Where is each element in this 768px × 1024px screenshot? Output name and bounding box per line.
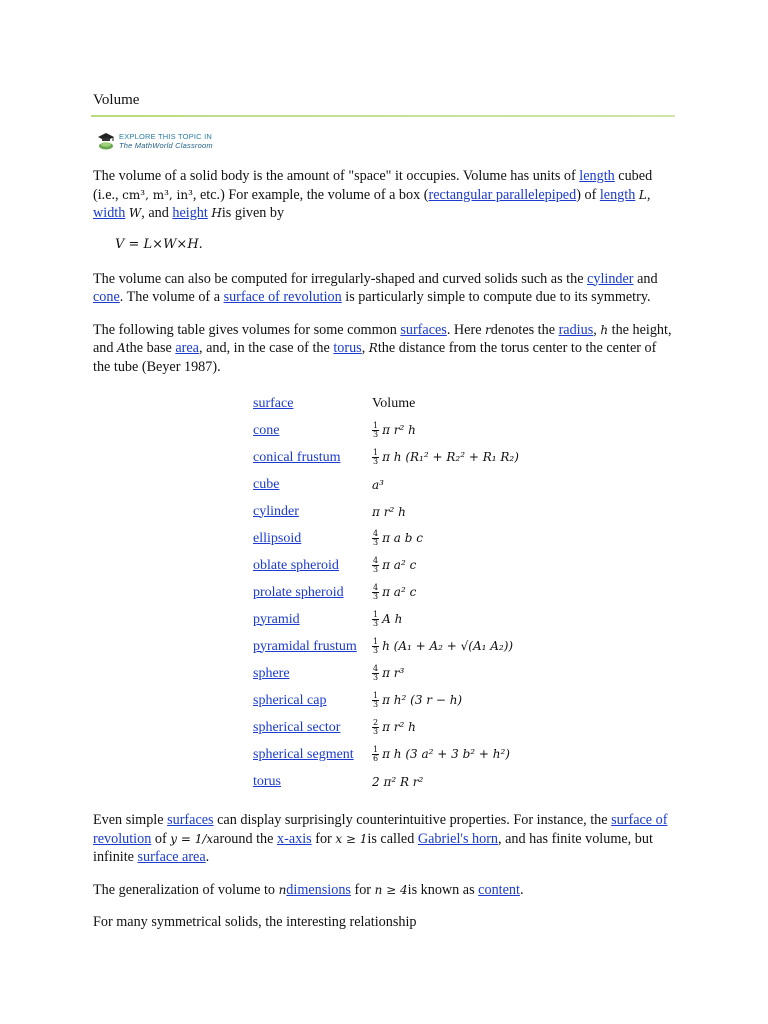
table-header-row bbox=[253, 390, 519, 417]
volume-formula-cell bbox=[372, 525, 519, 552]
volume-formula-cell bbox=[372, 417, 519, 444]
fraction bbox=[372, 557, 379, 574]
volume-table bbox=[253, 390, 519, 795]
text: of bbox=[151, 830, 171, 847]
link-surface-ellipsoid[interactable]: ellipsoid bbox=[253, 530, 302, 546]
volume-formula-cell bbox=[372, 741, 519, 768]
denominator: 3 bbox=[373, 565, 379, 574]
link-surface-torus[interactable]: torus bbox=[253, 773, 281, 789]
table-row bbox=[253, 417, 519, 444]
link-gabriels-horn[interactable]: Gabriel's horn bbox=[417, 830, 499, 847]
text: for bbox=[311, 830, 336, 847]
var-H: H bbox=[211, 206, 222, 220]
denominator: 3 bbox=[373, 592, 379, 601]
text: The volume of a solid body is the amount of "space" it occupies. Volume has units of bbox=[93, 168, 580, 184]
link-surface-spherical-segment[interactable]: spherical segment bbox=[253, 746, 354, 762]
volume-header: Volume bbox=[372, 395, 416, 411]
link-surface-prolate-spheroid[interactable]: prolate spheroid bbox=[253, 584, 344, 600]
fraction bbox=[372, 584, 379, 601]
var-A: A bbox=[117, 341, 126, 355]
text: around the bbox=[213, 830, 277, 847]
text: is called bbox=[367, 830, 418, 847]
text: denotes the bbox=[490, 321, 559, 338]
numerator: 1 bbox=[373, 421, 379, 430]
fraction bbox=[372, 746, 379, 763]
numerator: 2 bbox=[373, 718, 379, 727]
volume-formula-cell bbox=[372, 768, 519, 795]
link-dimensions[interactable]: dimensions bbox=[286, 881, 351, 898]
table-row bbox=[253, 606, 519, 633]
table-row bbox=[253, 498, 519, 525]
link-area[interactable]: area bbox=[175, 340, 199, 356]
text: , and has finite volume, but infinite bbox=[93, 830, 653, 865]
numerator: 4 bbox=[373, 529, 379, 538]
page-title: Volume bbox=[93, 92, 140, 108]
volume-formula-cell bbox=[372, 552, 519, 579]
denominator: 3 bbox=[373, 457, 379, 466]
var-L: L bbox=[638, 187, 647, 202]
volume-expression: a³ bbox=[372, 477, 384, 492]
link-torus[interactable]: torus bbox=[333, 340, 362, 356]
volume-expression: π h (R₁² + R₂² + R₁ R₂) bbox=[382, 450, 519, 464]
volume-expression: π r² h bbox=[382, 720, 416, 734]
text: The volume can also be computed for irregularly-shaped and curved solids such as the bbox=[93, 270, 588, 287]
paragraph-irregular bbox=[93, 270, 673, 307]
fraction bbox=[372, 422, 379, 439]
text: the base bbox=[125, 340, 176, 356]
numerator: 1 bbox=[373, 610, 379, 619]
volume-formula-cell bbox=[372, 444, 519, 471]
link-cylinder[interactable]: cylinder bbox=[587, 270, 634, 287]
text: , and, in the case of the bbox=[198, 340, 334, 356]
denominator: 3 bbox=[373, 700, 379, 709]
link-content[interactable]: content bbox=[478, 881, 520, 898]
link-surface-sphere[interactable]: sphere bbox=[253, 665, 290, 681]
title-divider bbox=[91, 115, 675, 117]
fraction bbox=[372, 665, 379, 682]
explore-line1: EXPLORE THIS TOPIC IN bbox=[119, 132, 212, 141]
volume-expression: π a² c bbox=[382, 558, 417, 572]
var-R: R bbox=[368, 341, 378, 355]
table-row bbox=[253, 471, 519, 498]
denominator: 3 bbox=[373, 619, 379, 628]
denominator: 6 bbox=[373, 754, 379, 763]
math-n-ge-4: n ≥ 4 bbox=[374, 882, 408, 897]
denominator: 3 bbox=[373, 538, 379, 547]
text: The following table gives volumes for some common bbox=[93, 321, 401, 338]
link-surface-spherical-sector[interactable]: spherical sector bbox=[253, 719, 341, 735]
volume-expression: π h² (3 r − h) bbox=[382, 693, 463, 707]
link-surface-cylinder[interactable]: cylinder bbox=[253, 503, 299, 519]
volume-formula-cell bbox=[372, 687, 519, 714]
volume-expression: π a² c bbox=[382, 585, 417, 599]
link-length[interactable]: length bbox=[579, 168, 615, 184]
fraction bbox=[372, 611, 379, 628]
text: . bbox=[205, 849, 210, 865]
volume-expression: π r² h bbox=[372, 504, 406, 519]
numerator: 4 bbox=[373, 583, 379, 592]
text: can display surprisingly counterintuitive properties. For instance, the bbox=[213, 812, 612, 828]
link-height[interactable]: height bbox=[172, 205, 208, 221]
volume-formula-cell bbox=[372, 606, 519, 633]
text: and bbox=[633, 270, 658, 287]
volume-formula-cell bbox=[372, 714, 519, 741]
fraction bbox=[372, 449, 379, 466]
link-surface-spherical-cap[interactable]: spherical cap bbox=[253, 692, 327, 708]
volume-expression: h (A₁ + A₂ + √(A₁ A₂)) bbox=[382, 639, 514, 653]
var-h: h bbox=[600, 322, 609, 337]
text: The generalization of volume to bbox=[93, 881, 279, 898]
text: , and bbox=[141, 205, 173, 221]
numerator: 4 bbox=[373, 664, 379, 673]
volume-expression: π a b c bbox=[382, 531, 423, 545]
paragraph-table-intro bbox=[93, 321, 673, 377]
numerator: 1 bbox=[373, 745, 379, 754]
explore-line2: The MathWorld Classroom bbox=[119, 141, 213, 150]
explore-classroom-link[interactable] bbox=[97, 129, 673, 153]
table-row bbox=[253, 525, 519, 552]
text: , bbox=[646, 186, 651, 203]
text: for bbox=[350, 881, 375, 898]
link-surface-of-revolution[interactable]: surface of revolution bbox=[223, 289, 342, 305]
numerator: 4 bbox=[373, 556, 379, 565]
units-text: cm³, m³, in³ bbox=[122, 187, 193, 202]
text: Even simple bbox=[93, 812, 168, 828]
fraction bbox=[372, 638, 379, 655]
link-x-axis[interactable]: x-axis bbox=[277, 830, 312, 847]
volume-formula-cell bbox=[372, 633, 519, 660]
text: is given by bbox=[221, 205, 285, 221]
numerator: 1 bbox=[373, 637, 379, 646]
table-row bbox=[253, 444, 519, 471]
text: . bbox=[519, 881, 524, 898]
volume-expression: 2 π² R r² bbox=[372, 774, 424, 789]
volume-formula-cell bbox=[372, 579, 519, 606]
table-row bbox=[253, 714, 519, 741]
text: ) of bbox=[576, 186, 600, 203]
denominator: 3 bbox=[373, 430, 379, 439]
math-x-ge-1: x ≥ 1 bbox=[335, 831, 368, 846]
link-surfaces-2[interactable]: surfaces bbox=[167, 812, 214, 828]
paragraph-gabriel bbox=[93, 811, 673, 867]
volume-formula-cell bbox=[372, 471, 519, 498]
numerator: 1 bbox=[373, 448, 379, 457]
link-surface-cube[interactable]: cube bbox=[253, 476, 280, 492]
text: is known as bbox=[407, 881, 479, 898]
link-surface-pyramidal-frustum[interactable]: pyramidal frustum bbox=[253, 638, 357, 654]
denominator: 3 bbox=[373, 646, 379, 655]
volume-expression: π r³ bbox=[382, 666, 405, 680]
text: , bbox=[361, 340, 369, 356]
link-surface-of-revolution-2[interactable]: surface of revolution bbox=[93, 812, 668, 847]
table-row bbox=[253, 633, 519, 660]
var-r: r bbox=[485, 322, 491, 337]
fraction bbox=[372, 692, 379, 709]
numerator: 1 bbox=[373, 691, 379, 700]
text: , bbox=[593, 321, 601, 338]
link-rectangular-parallelepiped[interactable]: rectangular parallelepiped bbox=[428, 186, 577, 203]
fraction bbox=[372, 719, 379, 736]
volume-formula: V = L×W×H. bbox=[115, 236, 203, 252]
link-cone[interactable]: cone bbox=[93, 289, 120, 305]
link-surface-oblate-spheroid[interactable]: oblate spheroid bbox=[253, 557, 339, 573]
text: the distance from the torus center to the center of the tube (Beyer 1987). bbox=[93, 340, 657, 375]
paragraph-generalization bbox=[93, 881, 673, 900]
link-surface-pyramid[interactable]: pyramid bbox=[253, 611, 300, 627]
table-row bbox=[253, 768, 519, 795]
volume-expression: π h (3 a² + 3 b² + h²) bbox=[382, 747, 510, 761]
table-row bbox=[253, 579, 519, 606]
paragraph-intro bbox=[93, 167, 673, 223]
link-surface-header[interactable]: surface bbox=[253, 395, 294, 411]
link-width[interactable]: width bbox=[93, 205, 126, 221]
volume-formula-cell bbox=[372, 660, 519, 687]
link-surface-conical-frustum[interactable]: conical frustum bbox=[253, 449, 341, 465]
text: . The volume of a bbox=[119, 289, 224, 305]
denominator: 3 bbox=[373, 727, 379, 736]
denominator: 3 bbox=[373, 673, 379, 682]
var-n: n bbox=[278, 882, 287, 897]
table-row bbox=[253, 741, 519, 768]
math-y-eq: y = 1/x bbox=[170, 831, 214, 846]
table-row bbox=[253, 687, 519, 714]
table-row bbox=[253, 552, 519, 579]
link-surface-cone[interactable]: cone bbox=[253, 422, 280, 438]
link-surface-area[interactable]: surface area bbox=[137, 849, 206, 865]
var-W: W bbox=[128, 206, 142, 220]
text: . Here bbox=[446, 321, 486, 338]
fraction bbox=[372, 530, 379, 547]
table-row bbox=[253, 660, 519, 687]
text: is particularly simple to compute due to its symmetry. bbox=[341, 289, 651, 305]
volume-formula-cell bbox=[372, 498, 519, 525]
text: the height, and bbox=[93, 321, 672, 356]
graduation-cap-icon bbox=[97, 131, 115, 151]
volume-expression: π r² h bbox=[382, 423, 416, 437]
link-surfaces[interactable]: surfaces bbox=[400, 321, 447, 338]
paragraph-symmetrical: For many symmetrical solids, the interesting relationship bbox=[93, 914, 417, 930]
text: cubed (i.e., bbox=[93, 168, 653, 203]
link-length-2[interactable]: length bbox=[599, 186, 636, 203]
volume-expression: A h bbox=[382, 612, 403, 626]
text: , etc.) For example, the volume of a box ( bbox=[192, 186, 429, 203]
article bbox=[93, 92, 673, 946]
link-radius[interactable]: radius bbox=[558, 321, 594, 338]
